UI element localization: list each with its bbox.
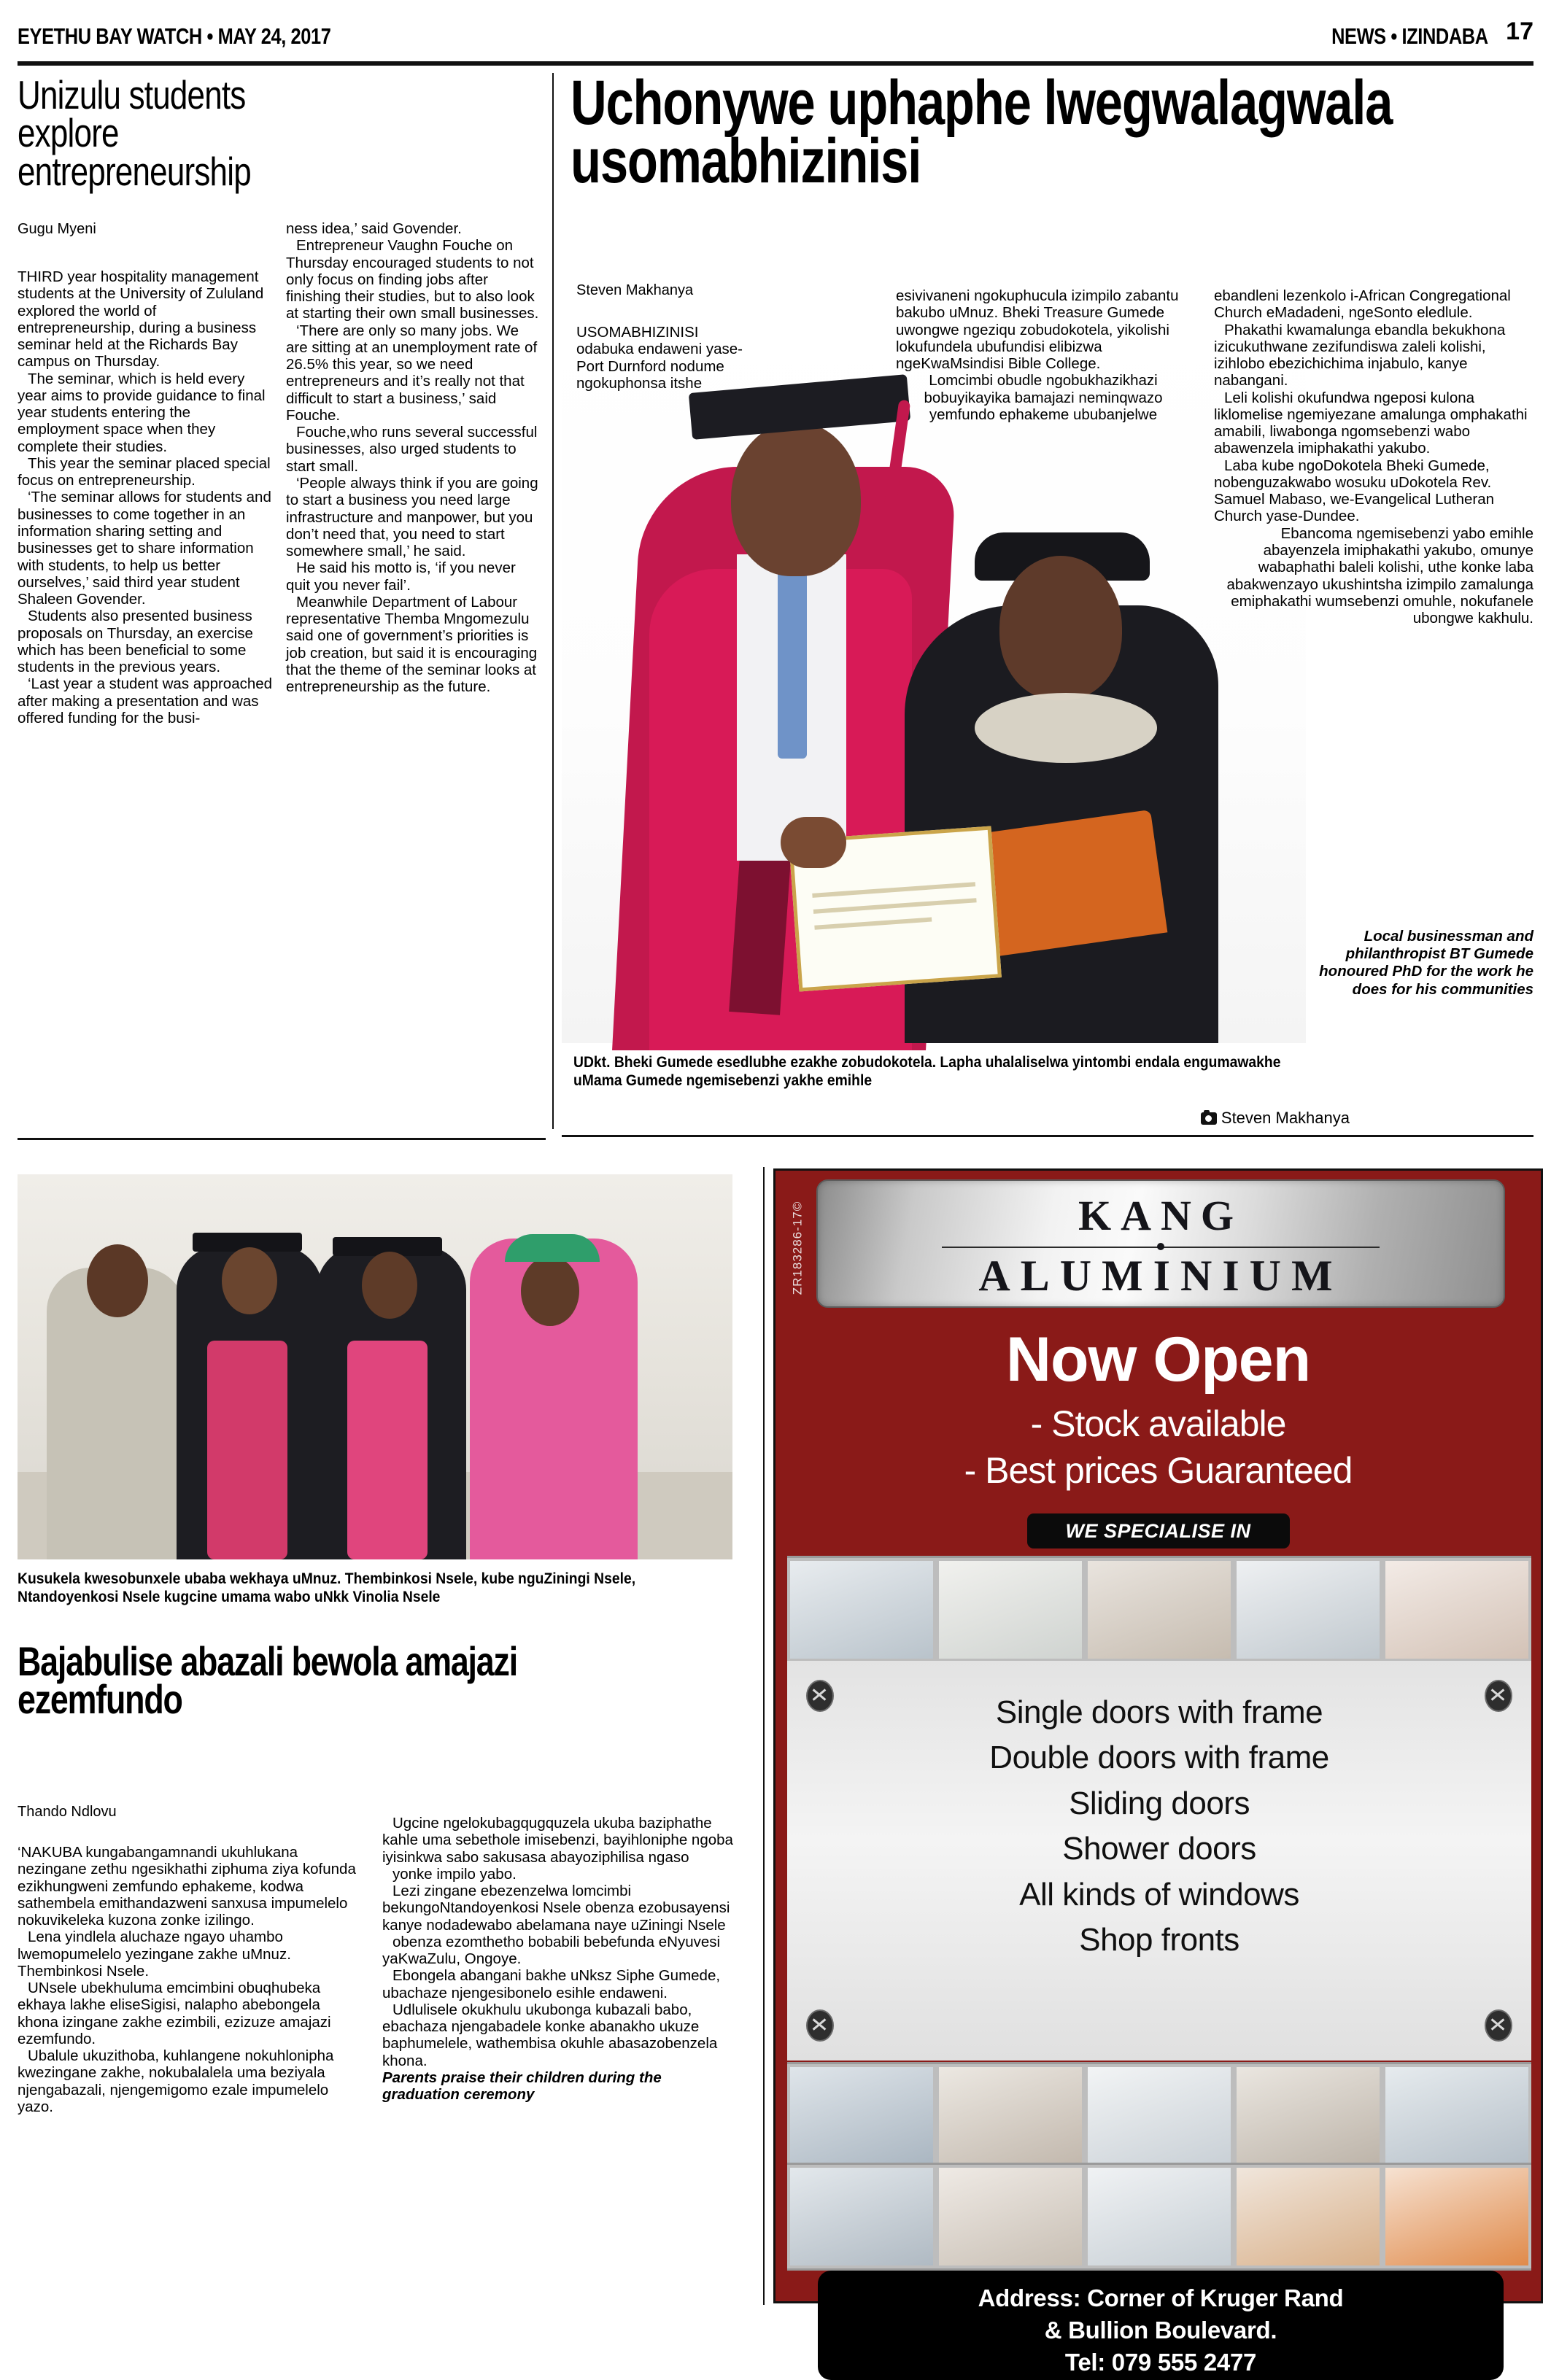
ad-headline: Now Open — [1005, 1325, 1311, 1395]
camera-icon — [1201, 1112, 1217, 1125]
article-main-headline: Uchonywe uphaphe lwegwalagwala usomabhizinisi — [570, 68, 1393, 196]
paragraph: ‘The seminar allows for students and businesses to come together in an information sharing setting and businesses get to share information with students, to help us better ourselves,’ said third year student Shaleen Govender. — [18, 489, 271, 608]
article-bottom-photo — [18, 1174, 732, 1559]
section-divider — [18, 1138, 546, 1140]
article-bottom-byline: Thando Ndlovu — [18, 1804, 117, 1820]
article-bottom-pull-quote: Parents praise their children during the graduation ceremony — [382, 2069, 662, 2104]
ad-brand-line1: KANG — [1078, 1192, 1243, 1239]
paragraph: esivivaneni ngokuphucula izimpilo zabantu bakubo uMnuz. Bheki Treasure Gumede uwongwe ngeziqu zobudokotela, yikolishi lokufundela ubufundisi elibizwa ngeKwaMsindisi Bible College. — [896, 287, 1179, 373]
paragraph: ‘People always think if you are going to start a business you need large infrastructure and manpower, but you don’t need that, you need to start somewhere small,’ he said. — [286, 474, 538, 560]
ad-bullet-1: - Stock available — [1030, 1403, 1286, 1444]
paragraph: Students also presented business proposals on Thursday, an exercise which has been beneficial to some students in the previous years. — [18, 608, 253, 676]
paragraph: THIRD year hospitality management students at the University of Zululand explored the world of entrepreneurship, during a business seminar held at the Richards Bay campus on Thursday. — [18, 268, 264, 371]
ad-services-panel — [787, 1661, 1531, 2061]
paragraph: Lezi zingane ebezenzelwa lomcimbi bekungoNtandoyenkosi Nsele obenza ezobusayensi kanye nodadewabo abelamana naye uZiningi Nsele — [382, 1883, 730, 1934]
article-left-column-2 — [286, 220, 543, 695]
article-main-column-1 — [576, 324, 756, 392]
paragraph: ebandleni lezenkolo i-African Congregational Church eMadadeni, ngeSonto eledlule. — [1214, 287, 1511, 322]
screw-icon — [1485, 1680, 1512, 1712]
article-bottom-column-1 — [18, 1844, 359, 2115]
article-bottom-headline: Bajabulise abazali bewola amajazi ezemfundo — [18, 1638, 517, 1723]
page-number: 17 — [1506, 18, 1533, 45]
ad-logo-dot-icon — [1157, 1243, 1164, 1250]
ad-service-item: Double doors with frame — [989, 1740, 1329, 1776]
paragraph: Ebancoma ngemisebenzi yabo emihle abayenzela imiphakathi yakubo, omunye wabaphathi baleli kolishi, uthe konke laba abakwenzayo ukushintsha izimpilo zamalunga emiphakathi wumsebenzi omuhle, nokufanele ubongwe kakhulu. — [1226, 524, 1533, 627]
paragraph: Meanwhile Department of Labour representative Themba Mngomezulu said one of government’s priorities is job creation, but said it is encouraging that the theme of the seminar looks at entrepreneurship as the future. — [286, 593, 538, 696]
column-divider — [552, 73, 554, 1129]
paragraph: ‘NAKUBA kungabangamnandi ukuhlukana nezingane zethu ngesikhathi ziphuma ziya kofunda ezikhungweni zemfundo ephakeme, kodwa sathembela emithandazweni sanxusa impumelelo nokuvikeleka kuzona zonke izilingo. — [18, 1844, 356, 1929]
ad-address-line-2: & Bullion Boulevard. — [1044, 2317, 1277, 2344]
article-main-byline: Steven Makhanya — [576, 282, 694, 298]
paragraph: Ugcine ngelokubagqugquzela ukuba baziphathe kahle uma sebethole imisebenzi, bayihloniphe ngoba iyisinkwa sabo sakusasa abayoziphilisa ngaso — [382, 1815, 733, 1866]
article-main-column-2 — [896, 287, 1191, 423]
ad-specialise-banner — [1027, 1513, 1290, 1548]
ad-address-line-1: Address: Corner of Kruger Rand — [978, 2284, 1344, 2311]
article-left-headline: Unizulu students explore entrepreneurship — [18, 72, 251, 194]
ad-service-item: Shower doors — [1062, 1831, 1256, 1867]
ad-address-block — [818, 2271, 1504, 2380]
article-bottom-photo-caption: Kusukela kwesobunxele ubaba wekhaya uMnuz. Thembinkosi Nsele, kube nguZiningi Nsele, Ntandoyenkosi Nsele kugcine umama wabo uNkk Vinolia Nsele — [18, 1570, 636, 1606]
ad-divider — [763, 1167, 765, 2305]
paragraph: Udlulisele okukhulu ukubonga kubazali babo, ebachaza njengabadele konke abanakho ukuze baphumelele, wathembisa okuhle abasazobenzela khona. — [382, 2001, 718, 2069]
article-left-column-1 — [18, 268, 273, 726]
ad-reference-code: ZR183286-17© — [790, 1201, 805, 1295]
paragraph: He said his motto is, ‘if you never quit you never fail’. — [286, 559, 516, 594]
paragraph: Ubalule ukuzithoba, kuhlangene nokuhlonipha kwezingane zakhe, nokubalalela uma beziyala njengabazali, njengemigomo ezale impumelelo yazo. — [18, 2047, 334, 2115]
screw-icon — [806, 2009, 834, 2042]
article-left-byline: Gugu Myeni — [18, 221, 96, 237]
paragraph: Fouche,who runs several successful businesses, also urged students to start small. — [286, 424, 538, 475]
article-main-photo-credit — [1123, 1109, 1350, 1128]
paragraph: UNsele ubekhuluma emcimbini obuqhubeka ekhaya lakhe eliseSigisi, nalapho abebongela khona izingane zakhe ezimbili, ezizuze amajazi ezemfundo. — [18, 1980, 331, 2047]
masthead-section: NEWS • IZINDABA — [1331, 23, 1488, 49]
paragraph: Lena yindlela aluchaze ngayo uhambo lwemopumelelo yezingane zakhe uMnuz. Thembinkosi Nsele. — [18, 1929, 291, 1980]
paragraph: The seminar, which is held every year aims to provide guidance to final year students entering the employment space when they complete their studies. — [18, 370, 266, 455]
paragraph: ness idea,’ said Govender. — [286, 220, 462, 237]
paragraph: Entrepreneur Vaughn Fouche on Thursday encouraged students to not only focus on finding jobs after finishing their studies, but to also look at starting their own small businesses. — [286, 237, 539, 322]
ad-phone-number: Tel: 079 555 2477 — [1064, 2349, 1257, 2376]
paragraph: Ebongela abangani bakhe uNksz Siphe Gumede, ubachaze njengesibonelo esihle endaweni. — [382, 1967, 721, 2001]
paragraph: ‘There are only so many jobs. We are sitting at an unemployment rate of 26.5% this year, so we need entrepreneurs and it’s really not that difficult to start a business,’ said Fouche. — [286, 322, 538, 424]
masthead-rule — [18, 61, 1533, 66]
ad-service-item: All kinds of windows — [1019, 1876, 1299, 1912]
article-main-photo-caption: UDkt. Bheki Gumede esedlubhe ezakhe zobudokotela. Lapha uhalaliselwa yintombi endala engumawakhe uMama Gumede ngemisebenzi yakhe emihle — [573, 1054, 1281, 1090]
ad-brand-line2: ALUMINIUM — [978, 1252, 1343, 1300]
ad-product-strip-top — [787, 1556, 1531, 1664]
paragraph: Lomcimbi obudle ngobukhazikhazi bobuyikayika bamajazi neminqwazo yemfundo ephakeme ububanjelwe — [924, 372, 1163, 423]
screw-icon — [806, 1680, 834, 1712]
paragraph: obenza ezomthetho bobabili bebefunda eNyuvesi yaKwaZulu, Ongoye. — [382, 1933, 721, 1968]
article-bottom-column-2 — [382, 1815, 735, 2104]
paragraph: USOMABHIZINISI odabuka endaweni yase-Port Durnford nodume ngokuphonsa itshe — [576, 324, 743, 392]
advertisement-kang-aluminium[interactable] — [773, 1168, 1543, 2376]
paragraph: ‘Last year a student was approached after making a presentation and was offered funding for the busi- — [18, 675, 273, 726]
ad-service-item: Single doors with frame — [995, 1694, 1323, 1730]
ad-bullet-2: - Best prices Guaranteed — [964, 1450, 1353, 1491]
paragraph: This year the seminar placed special focus on entrepreneurship. — [18, 454, 271, 489]
ad-specialise-label: WE SPECIALISE IN — [1065, 1520, 1251, 1542]
photo-credit-name: Steven Makhanya — [1221, 1109, 1350, 1127]
paragraph: Laba kube ngoDokotela Bheki Gumede, nobenguzakwabo wosuku uDokotela Rev. Samuel Mabaso, we-Evangelical Lutheran Church yase-Dundee. — [1214, 457, 1495, 525]
ad-logo-plate — [816, 1179, 1505, 1308]
paragraph: Leli kolishi okufundwa ngeposi kulona liklomelise ngemiyezane amalunga omphakathi amabili, liwabonga ngomsebenzi wabo abawenzela imiphakathi yakubo. — [1214, 389, 1528, 457]
section-divider — [562, 1135, 1533, 1137]
masthead-publication: EYETHU BAY WATCH • MAY 24, 2017 — [18, 23, 331, 49]
screw-icon — [1485, 2009, 1512, 2042]
ad-services-list — [787, 1661, 1531, 1964]
ad-product-strip-middle — [787, 2062, 1531, 2170]
article-main-column-3 — [1214, 287, 1533, 627]
ad-service-item: Sliding doors — [1069, 1785, 1250, 1821]
masthead — [18, 16, 1533, 63]
article-main-pull-quote: Local businessman and philanthropist BT Gumede honoured PhD for the work he does for his communities — [1319, 928, 1533, 998]
ad-service-item: Shop fronts — [1079, 1922, 1239, 1958]
ad-product-strip-bottom — [787, 2163, 1531, 2271]
paragraph: yonke impilo yabo. — [392, 1865, 517, 1883]
paragraph: Phakathi kwamalunga ebandla bekukhona izicukuthwane zezifundiswa zaleli kolishi, izihlobo ebezichichima injabulo, kanye nabangani. — [1214, 321, 1506, 389]
